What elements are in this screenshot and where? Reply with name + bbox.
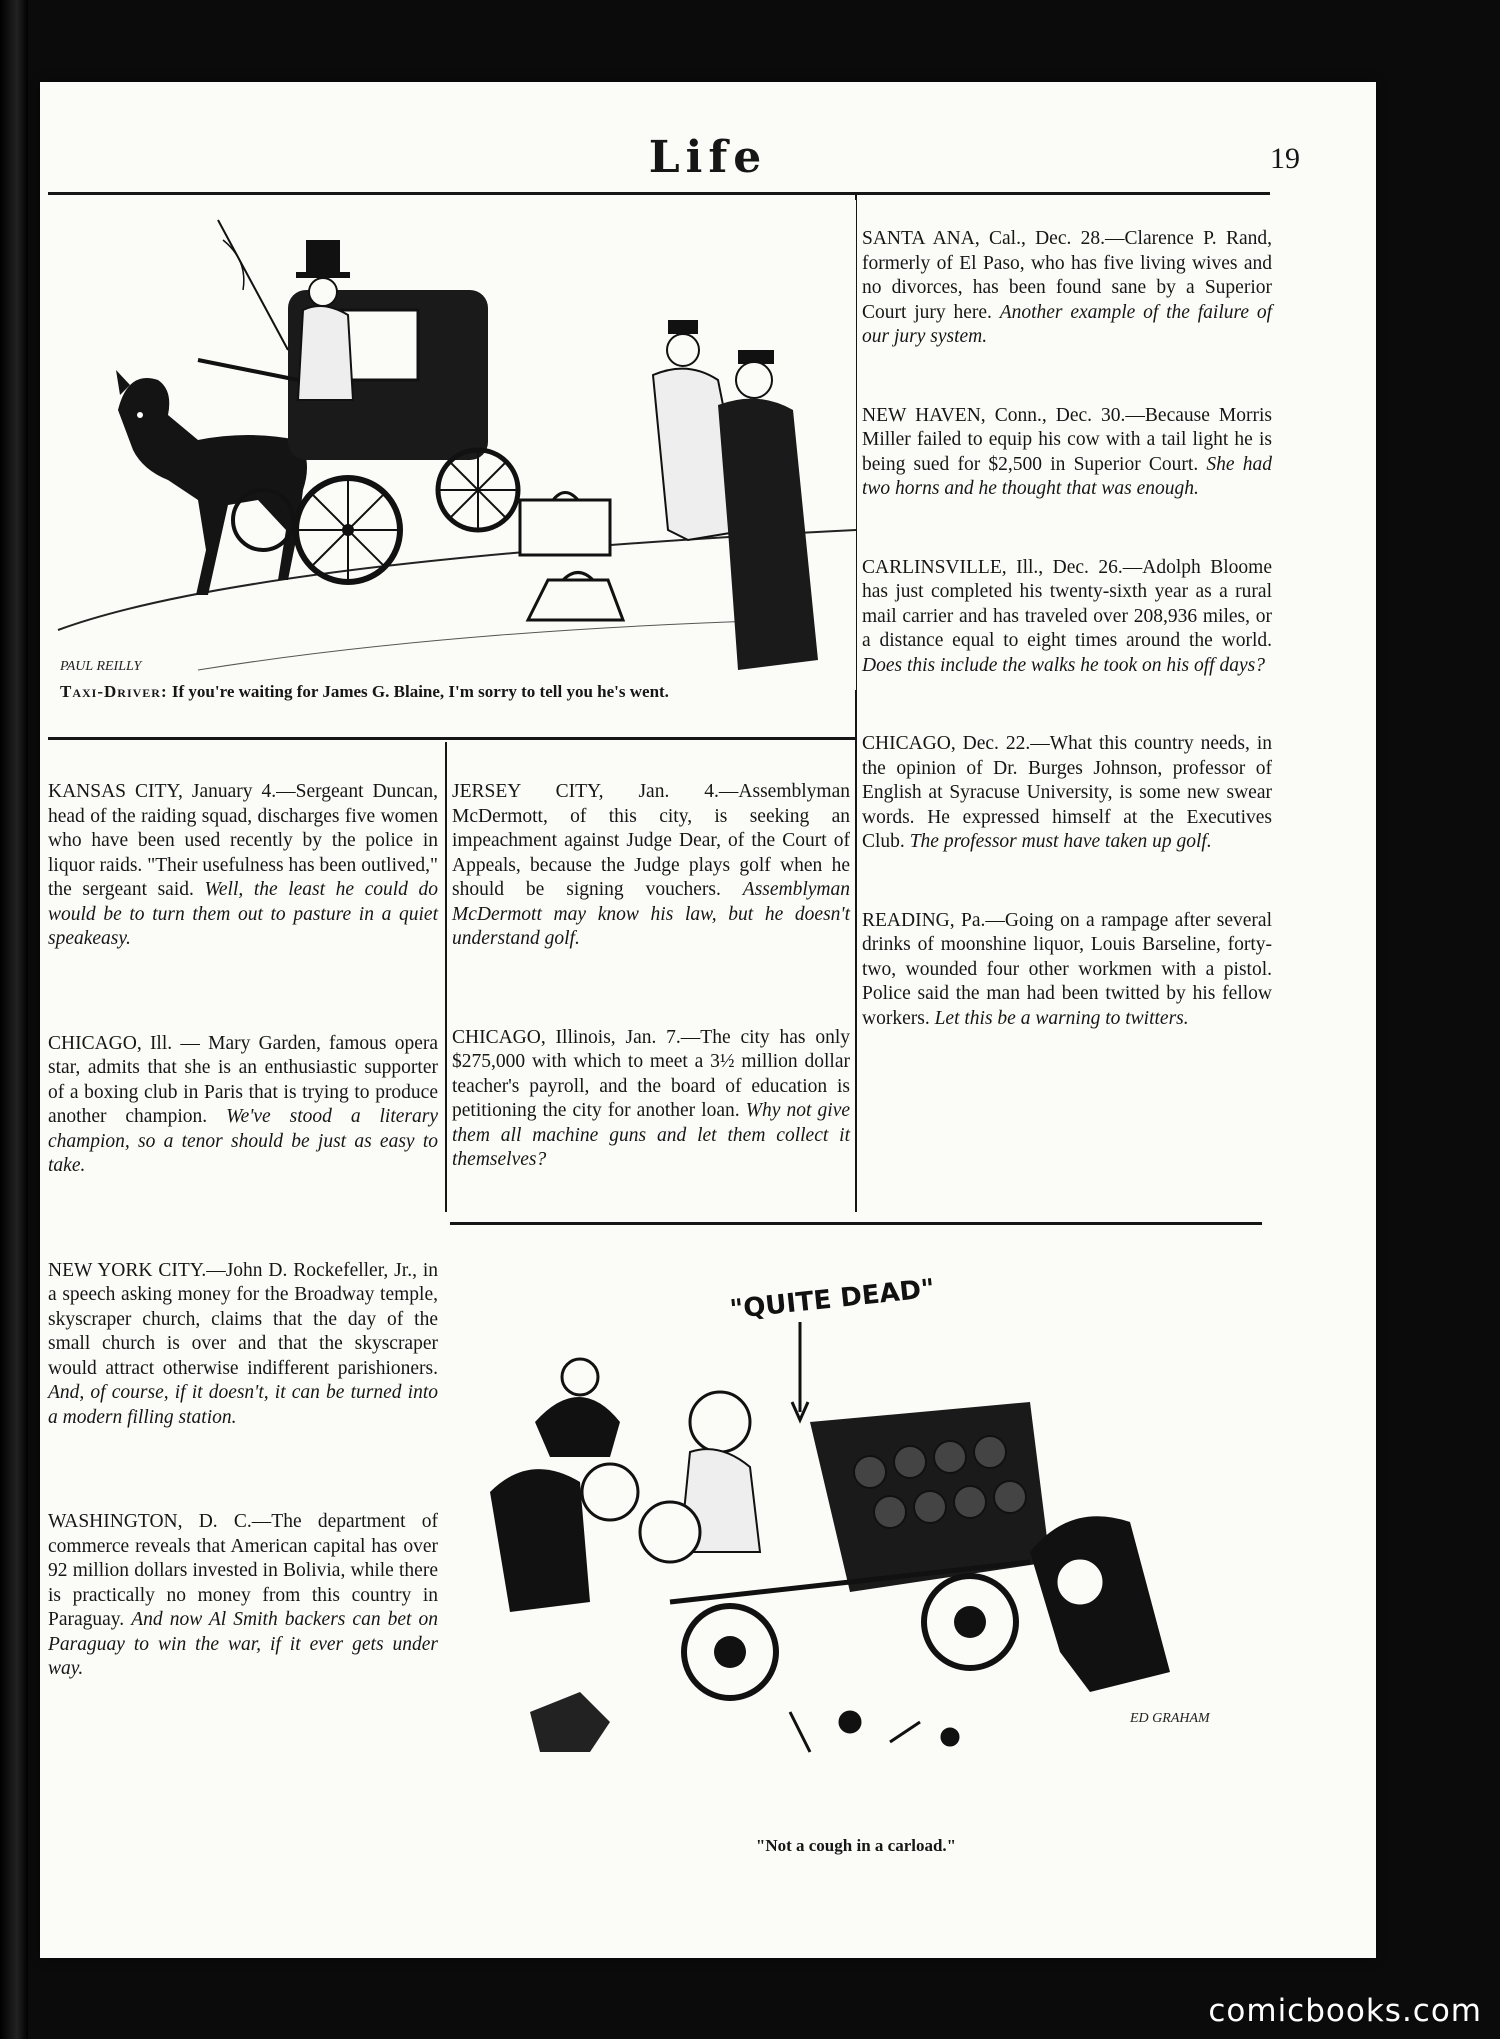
article-lead: SANTA ANA, Cal., Dec. 28.—Clarence P. Rand, formerly of El Paso, who has five living wives and no divorces, has been found sane by a Superior Court jury here. xyxy=(862,228,1272,323)
article-lead: NEW HAVEN, Conn., Dec. 30.—Because Morris Miller failed to equip his cow with a tail light he is being sued for $2,500 in Superior Court. xyxy=(862,404,1272,475)
article-chicago-dec22 xyxy=(862,732,1272,855)
bottom-cartoon-top-rule xyxy=(450,1222,1262,1225)
article-carlinsville xyxy=(862,556,1272,679)
masthead: Life xyxy=(648,132,768,183)
article-jersey-city xyxy=(452,780,850,952)
article-quip: Another example of the failure of our jury system. xyxy=(862,301,1272,347)
article-quip: And, of course, if it doesn't, it can be turned into a modern filling station. xyxy=(48,1382,438,1428)
taxi-driver-cartoon xyxy=(48,200,856,690)
article-quip: Why not give them all machine guns and let them collect it themselves? xyxy=(452,1100,851,1170)
article-lead: CHICAGO, Dec. 22.—What this country needs, in the opinion of Dr. Burges Johnson, professor of English at Syracuse University, is some new swear words. He expressed himself at the Executives Club. xyxy=(862,733,1272,852)
article-lead: NEW YORK CITY.—John D. Rockefeller, Jr., in a speech asking money for the Broadway temple, skyscraper church, claims that the day of the small church is over and that the skyscraper would attract otherwise indifferent parishioners. xyxy=(48,1259,438,1379)
article-lead: WASHINGTON, D. C.—The department of commerce reveals that American capital has over 92 million dollars invested in Bolivia, while there is practically no money from this country in Paraguay. xyxy=(48,1511,438,1630)
top-cartoon-caption xyxy=(60,682,860,702)
right-column xyxy=(862,227,1272,1031)
article-lead: READING, Pa.—Going on a rampage after several drinks of moonshine liquor, Louis Barseline, forty-two, wounded four other workmen with a pistol. Police said the man had been twitted by his fellow workers. xyxy=(862,909,1272,1029)
article-lead: CARLINSVILLE, Ill., Dec. 26.—Adolph Bloome has just completed his twenty-sixth year as a rural mail carrier and has traveled over 208,936 miles, or a distance equal to eight times around the world. xyxy=(862,556,1272,651)
scan-shadow xyxy=(0,0,28,2039)
tools-drawing xyxy=(790,1712,958,1752)
article-quip: Assemblyman McDermott may know his law, but he doesn't understand golf. xyxy=(452,879,851,949)
article-quip: Does this include the walks he took on his off days? xyxy=(862,654,1265,676)
article-quip: She had two horns and he thought that was enough. xyxy=(862,453,1273,499)
article-lead: CHICAGO, Ill. — Mary Garden, famous opera star, admits that she is an enthusiastic supporter of a boxing club in Paris that is trying to produce another champion. xyxy=(48,1032,438,1127)
page-number: 19 xyxy=(1270,142,1300,175)
article-quip: Well, the least he could do would be to turn them out to pasture in a quiet speakeasy. xyxy=(48,879,439,949)
article-chicago-garden xyxy=(48,1032,438,1179)
article-washington xyxy=(48,1510,438,1682)
caption-text: If you're waiting for James G. Blaine, I'm sorry to tell you he's went. xyxy=(171,682,669,701)
article-lead: KANSAS CITY, January 4.—Sergeant Duncan, head of the raiding squad, discharges five women who have been used recently by the police in liquor raids. "Their usefulness has been outlived," the sergeant said. xyxy=(48,781,438,900)
artist-signature: ED GRAHAM xyxy=(1130,1711,1210,1726)
article-quip: The professor must have taken up golf. xyxy=(909,831,1212,852)
left-column xyxy=(48,780,438,1682)
cartoon-bottom-rule xyxy=(48,737,856,740)
article-santa-ana xyxy=(862,227,1272,350)
site-watermark: comicbooks.com xyxy=(1208,1993,1482,2029)
article-chicago-jan7 xyxy=(452,1026,850,1173)
caption-speaker: Taxi-Driver: xyxy=(60,682,168,701)
magazine-page xyxy=(40,82,1376,1958)
carload-cartoon xyxy=(470,1252,1260,1812)
article-lead: JERSEY CITY, Jan. 4.—Assemblyman McDermott, of this city, is seeking an impeachment against Judge Dear, of the Court of Appeals, because the Judge plays golf when he should be signing vouchers. xyxy=(452,781,850,900)
article-new-york xyxy=(48,1259,438,1431)
article-new-haven xyxy=(862,404,1272,502)
artist-signature: PAUL REILLY xyxy=(60,659,142,674)
speech-text: "QUITE DEAD" xyxy=(728,1273,937,1326)
article-quip: Let this be a warning to twitters. xyxy=(934,1007,1189,1029)
article-reading xyxy=(862,909,1272,1032)
middle-column xyxy=(452,780,850,1173)
header-rule xyxy=(48,192,1270,195)
column-rule-middle xyxy=(445,742,447,1212)
article-quip: And now Al Smith backers can bet on Paraguay to win the war, if it ever gets under way. xyxy=(48,1609,439,1679)
article-quip: We've stood a literary champion, so a tenor should be just as easy to take. xyxy=(48,1106,439,1176)
article-kansas-city xyxy=(48,780,438,952)
bird-drawing xyxy=(535,1359,620,1457)
bottom-cartoon-caption: "Not a cough in a carload." xyxy=(755,1836,957,1855)
article-lead: CHICAGO, Illinois, Jan. 7.—The city has only $275,000 with which to meet a 3½ million dollar teacher's payroll, and the board of education is petitioning the city for another loan. xyxy=(452,1026,850,1121)
